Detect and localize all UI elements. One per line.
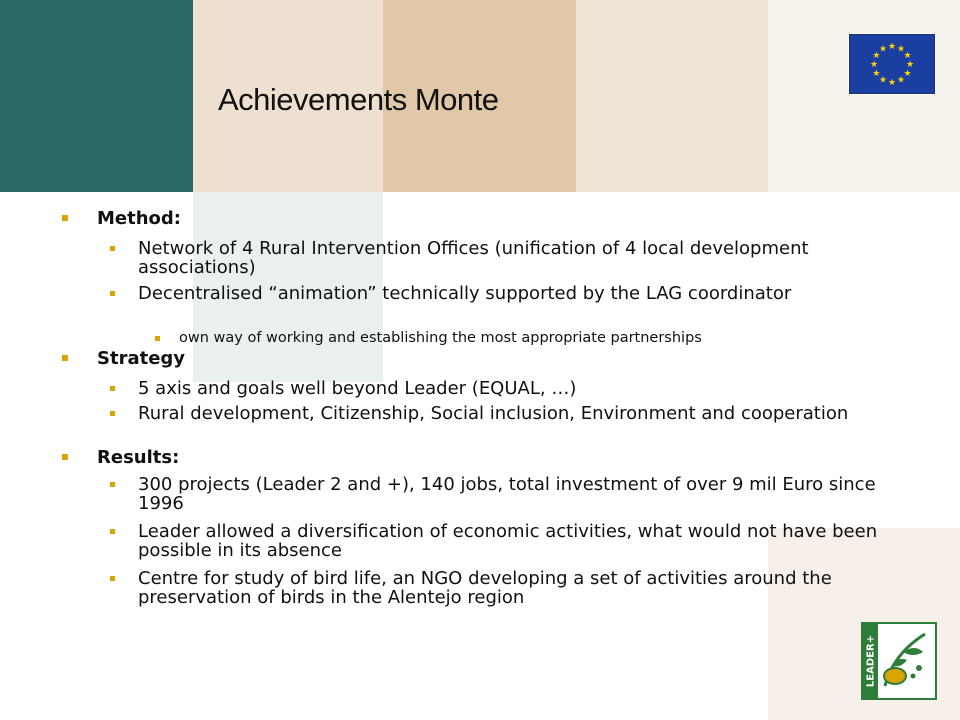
list-item [138, 569, 878, 607]
svg-text:LEADER+: LEADER+ [865, 634, 877, 688]
bullet-icon [62, 215, 68, 221]
list-item [138, 475, 878, 513]
eu-star-icon: ★ [872, 69, 881, 79]
list-item-text: Rural development, Citizenship, Social inclusion, Environment and cooperation [138, 403, 849, 424]
list-item [138, 379, 878, 398]
bullet-icon [110, 529, 115, 534]
bullet-icon [110, 386, 115, 391]
eu-star-icon: ★ [903, 51, 912, 61]
section-heading-text: Strategy [97, 348, 186, 369]
list-item [138, 404, 878, 423]
eu-star-icon: ★ [896, 44, 906, 55]
list-item [138, 284, 878, 303]
eu-star-icon: ★ [903, 69, 912, 79]
leader-plus-logo [861, 622, 937, 700]
eu-star-icon: ★ [878, 44, 888, 55]
list-item-text: 300 projects (Leader 2 and +), 140 jobs, total investment of over 9 mil Euro since 1996 [138, 474, 876, 514]
bullet-icon [155, 336, 160, 341]
section-heading [97, 209, 877, 229]
eu-star-icon: ★ [872, 51, 881, 61]
bullet-icon [110, 411, 115, 416]
eu-star-icon: ★ [887, 42, 897, 52]
section-heading [97, 448, 877, 468]
bullet-icon [110, 576, 115, 581]
section-heading-text: Results: [97, 447, 180, 468]
slide-title: Achievements Monte [218, 82, 499, 117]
eu-star-icon: ★ [869, 60, 879, 70]
section-heading [97, 349, 877, 369]
list-item-text: Network of 4 Rural Intervention Offices (unification of 4 local development associations) [138, 238, 809, 278]
bullet-icon [110, 482, 115, 487]
bullet-icon [62, 355, 68, 361]
eu-star-icon: ★ [878, 75, 888, 86]
section-heading-text: Method: [97, 208, 181, 229]
list-item-text: Leader allowed a diversification of economic activities, what would not have been possible in its absence [138, 521, 878, 561]
bullet-icon [110, 246, 115, 251]
bullet-icon [110, 291, 115, 296]
list-item-text: 5 axis and goals well beyond Leader (EQUAL, …) [138, 378, 577, 399]
eu-star-icon: ★ [896, 75, 906, 86]
bullet-icon [62, 454, 68, 460]
list-item [138, 239, 878, 277]
list-item [138, 522, 898, 560]
eu-star-icon: ★ [905, 60, 915, 70]
sub-list-item-text: own way of working and establishing the most appropriate partnerships [179, 330, 702, 346]
list-item-text: Decentralised “animation” technically supported by the LAG coordinator [138, 283, 792, 304]
sub-list-item [179, 330, 879, 347]
eu-star-icon: ★ [887, 78, 897, 88]
list-item-text: Centre for study of bird life, an NGO developing a set of activities around the preservation of birds in the Alentejo region [138, 568, 832, 608]
